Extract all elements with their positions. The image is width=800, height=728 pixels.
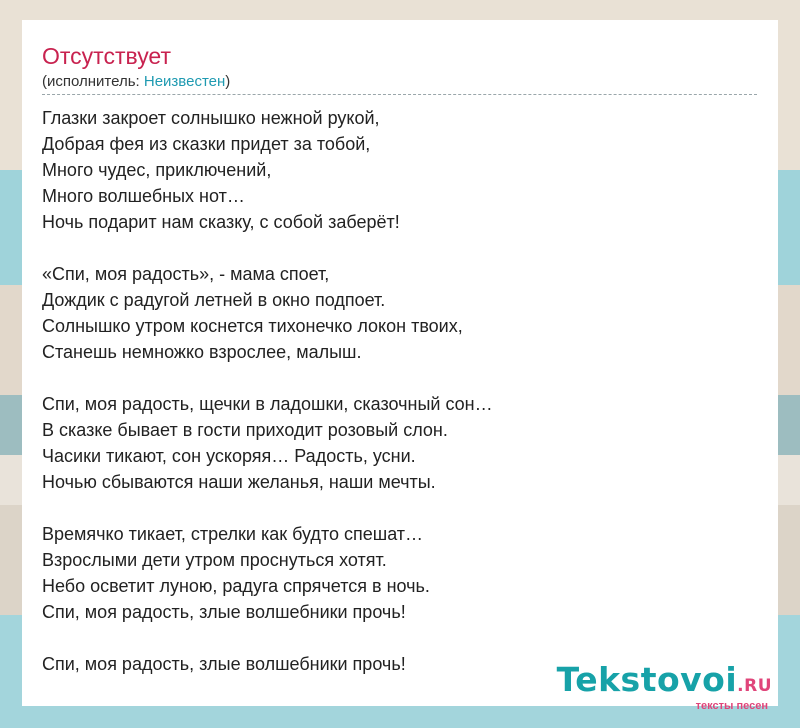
artist-suffix: )	[225, 73, 231, 90]
lyrics-line: Часики тикают, сон ускоряя… Радость, усни.	[42, 446, 416, 466]
lyrics-line: Времячко тикает, стрелки как будто спешат…	[42, 524, 424, 544]
site-logo[interactable]	[557, 662, 772, 712]
lyrics-line: Глазки закроет солнышко нежной рукой,	[42, 108, 380, 128]
lyrics-line: Ночь подарит нам сказку, с собой заберёт!	[42, 212, 400, 232]
lyrics-line: Небо осветит луною, радуга спрячется в ночь.	[42, 576, 430, 596]
lyrics-line: Дождик с радугой летней в окно подпоет.	[42, 290, 386, 310]
lyrics-line: Много волшебных нот…	[42, 186, 245, 206]
lyrics-line: «Спи, моя радость», - мама споет,	[42, 264, 330, 284]
lyrics-body	[42, 105, 758, 677]
artist-link[interactable]: Неизвестен	[143, 73, 226, 90]
lyrics-line: В сказке бывает в гости приходит розовый слон.	[42, 420, 448, 440]
logo-text: Tekstovoi	[556, 660, 738, 699]
logo-tagline: тексты песен	[695, 700, 768, 712]
artist-line	[42, 72, 757, 95]
lyrics-line: Много чудес, приключений,	[42, 160, 272, 180]
lyrics-line: Добрая фея из сказки придет за тобой,	[42, 134, 371, 154]
logo-tld: .RU	[737, 676, 772, 696]
lyrics-stanza	[42, 391, 758, 495]
lyrics-stanza	[42, 261, 758, 365]
lyrics-line: Спи, моя радость, злые волшебники прочь!	[42, 602, 406, 622]
song-title: Отсутствует	[42, 43, 171, 69]
lyrics-stanza	[42, 521, 758, 625]
lyrics-line: Станешь немножко взрослее, малыш.	[42, 342, 362, 362]
lyrics-line: Взрослыми дети утром проснуться хотят.	[42, 550, 387, 570]
lyrics-card	[22, 20, 778, 706]
lyrics-line: Спи, моя радость, злые волшебники прочь!	[42, 654, 406, 674]
lyrics-stanza	[42, 105, 758, 235]
artist-prefix: (исполнитель:	[42, 73, 144, 90]
lyrics-line: Солнышко утром коснется тихонечко локон твоих,	[42, 316, 463, 336]
lyrics-line: Спи, моя радость, щечки в ладошки, сказочный сон…	[42, 394, 493, 414]
lyrics-line: Ночью сбываются наши желанья, наши мечты.	[42, 472, 436, 492]
